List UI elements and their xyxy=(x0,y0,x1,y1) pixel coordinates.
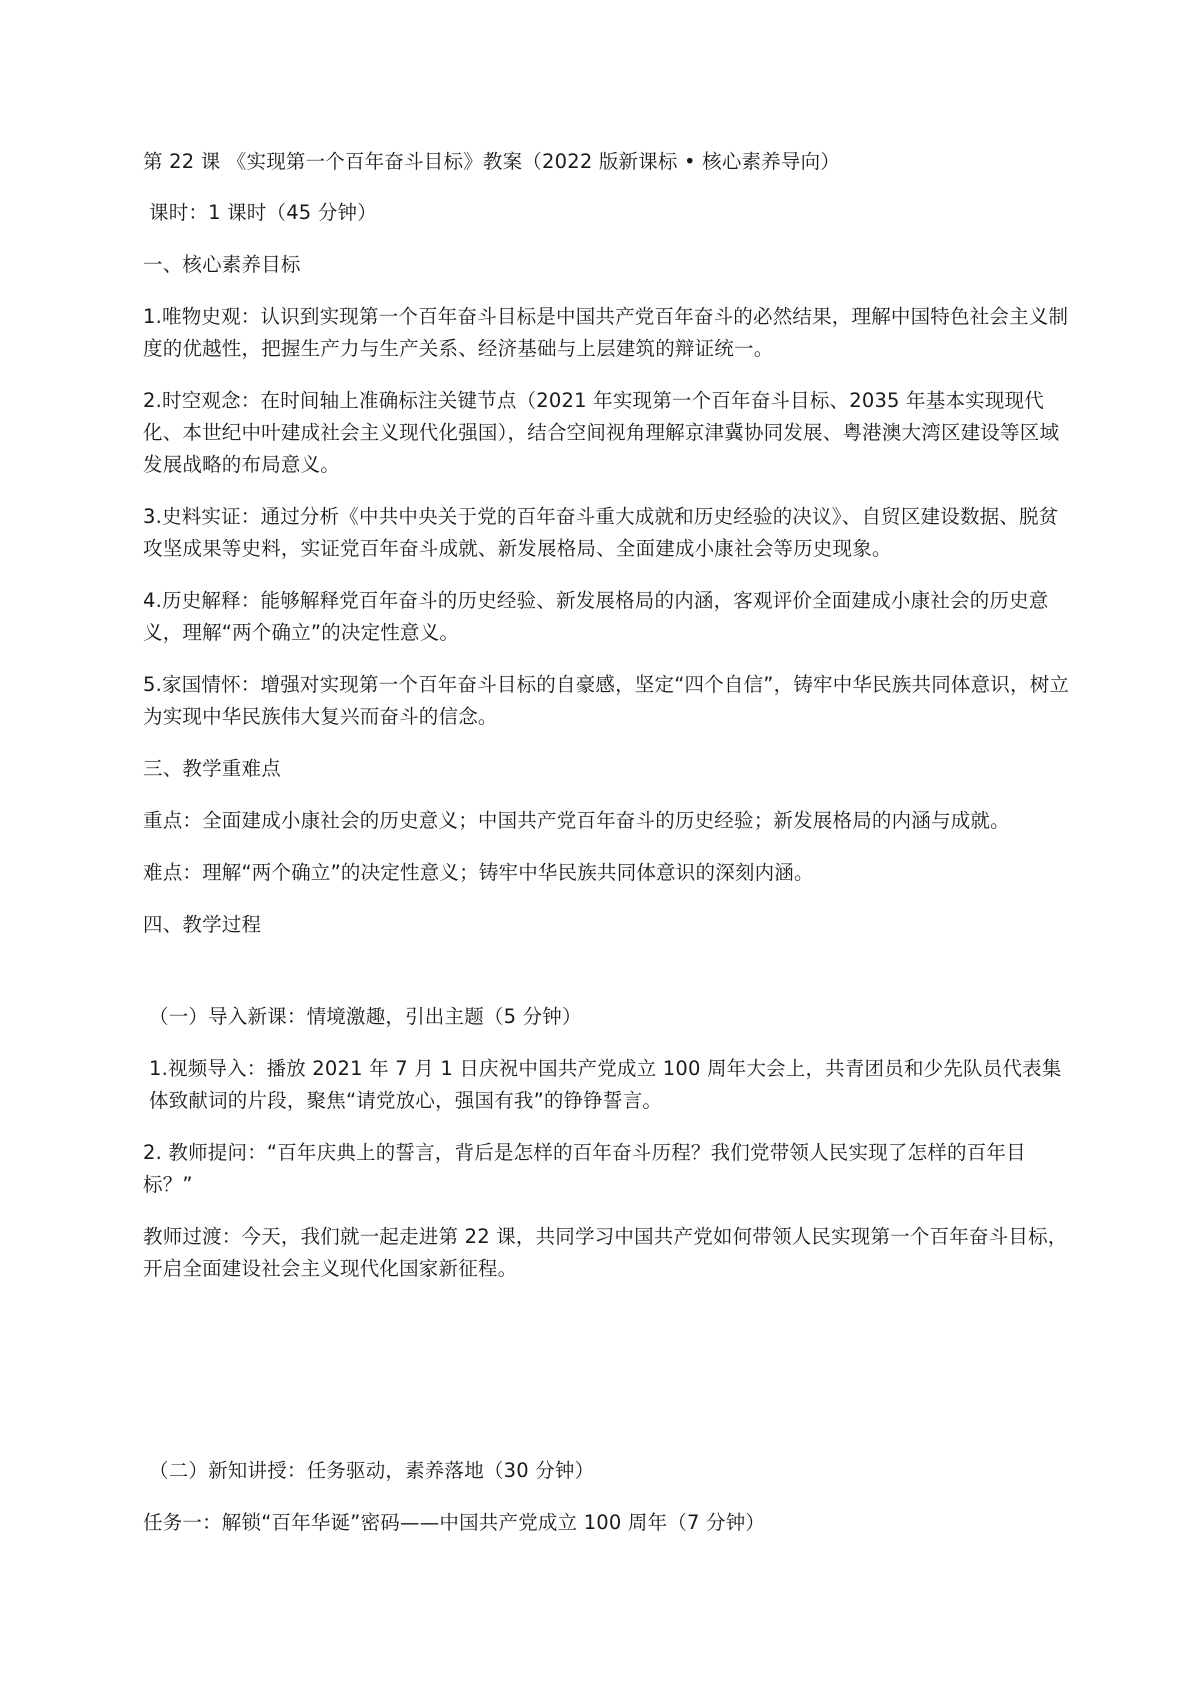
goal-item: 1.唯物史观：认识到实现第一个百年奋斗目标是中国共产党百年奋斗的必然结果，理解中国特色社会主义制度的优越性，把握生产力与生产关系、经济基础与上层建筑的辩证统一。 xyxy=(143,305,1069,360)
part-heading-new-knowledge: （二）新知讲授：任务驱动，素养落地（30 分钟） xyxy=(149,1459,595,1482)
section-heading-key-difficult: 三、教学重难点 xyxy=(143,757,281,780)
goal-item: 3.史料实证：通过分析《中共中央关于党的百年奋斗重大成就和历史经验的决议》、自贸区建设数据、脱贫攻坚成果等史料，实证党百年奋斗成就、新发展格局、全面建成小康社会等历史现象。 xyxy=(143,505,1059,560)
goal-item: 5.家国情怀：增强对实现第一个百年奋斗目标的自豪感，坚定“四个自信”，铸牢中华民族共同体意识，树立为实现中华民族伟大复兴而奋斗的信念。 xyxy=(143,673,1070,728)
intro-item: 2. 教师提问：“百年庆典上的誓言，背后是怎样的百年奋斗历程？我们党带领人民实现了怎样的百年目标？” xyxy=(143,1141,1026,1196)
section-heading-goals: 一、核心素养目标 xyxy=(143,253,301,276)
task-one: 任务一：解锁“百年华诞”密码——中国共产党成立 100 周年（7 分钟） xyxy=(143,1511,766,1534)
section-heading-process: 四、教学过程 xyxy=(143,913,262,936)
lesson-title: 第 22 课 《实现第一个百年奋斗目标》教案（2022 版新课标 • 核心素养导向） xyxy=(143,150,841,173)
goal-item: 2.时空观念：在时间轴上准确标注关键节点（2021 年实现第一个百年奋斗目标、2035 年基本实现现代化、本世纪中叶建成社会主义现代化强国），结合空间视角理解京津冀协同发展、粤港澳大湾区建设等区域发展战略的布局意义。 xyxy=(143,389,1060,476)
teacher-transition: 教师过渡：今天，我们就一起走进第 22 课，共同学习中国共产党如何带领人民实现第一个百年奋斗目标，开启全面建设社会主义现代化国家新征程。 xyxy=(143,1225,1068,1280)
goal-item: 4.历史解释：能够解释党百年奋斗的历史经验、新发展格局的内涵，客观评价全面建成小康社会的历史意义，理解“两个确立”的决定性意义。 xyxy=(143,589,1049,644)
part-heading-intro: （一）导入新课：情境激趣，引出主题（5 分钟） xyxy=(149,1005,582,1028)
intro-item: 1.视频导入：播放 2021 年 7 月 1 日庆祝中国共产党成立 100 周年大会上，共青团员和少先队员代表集体致献词的片段，聚焦“请党放心，强国有我”的铮铮誓言。 xyxy=(149,1057,1062,1112)
class-hours: 课时：1 课时（45 分钟） xyxy=(149,201,377,224)
difficult-points: 难点：理解“两个确立”的决定性意义；铸牢中华民族共同体意识的深刻内涵。 xyxy=(143,861,814,884)
document-body xyxy=(143,146,1073,1559)
key-points: 重点：全面建成小康社会的历史意义；中国共产党百年奋斗的历史经验；新发展格局的内涵与成就。 xyxy=(143,809,1010,832)
